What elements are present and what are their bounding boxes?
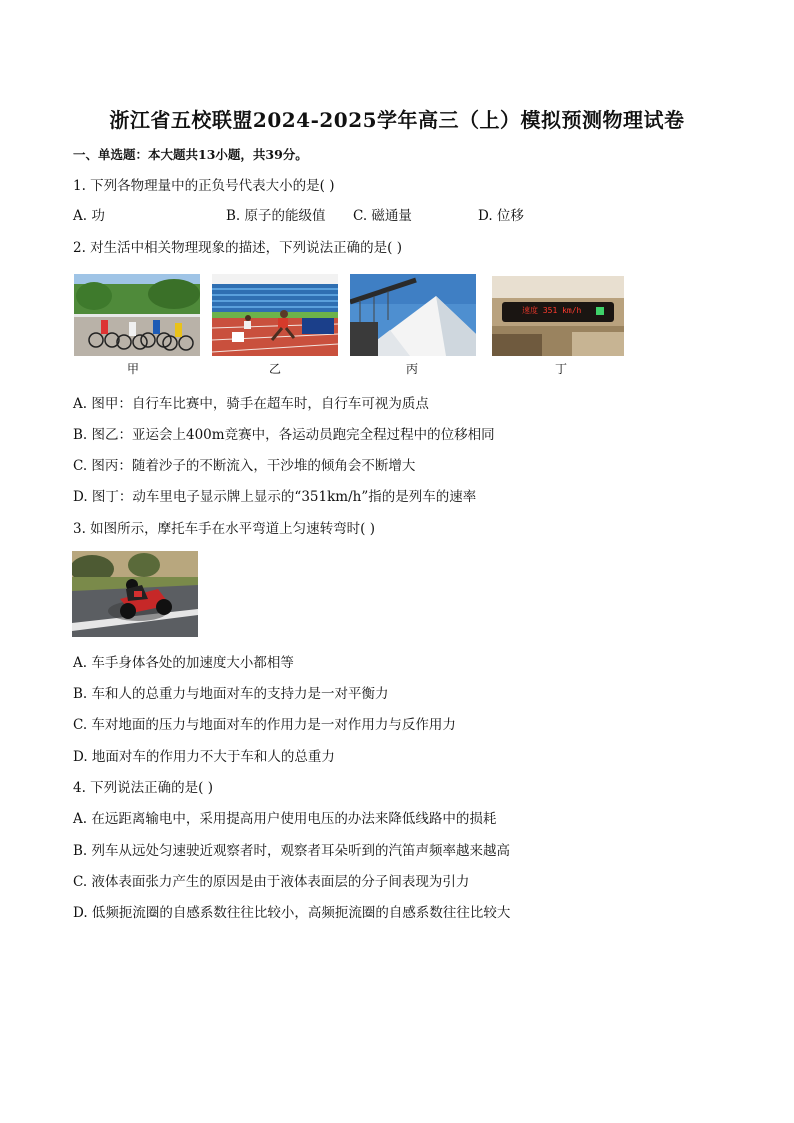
question-2-stem: 2. 对生活中相关物理现象的描述，下列说法正确的是( ) xyxy=(73,240,402,256)
q4-option-d: D. 低频扼流圈的自感系数往往比较小，高频扼流圈的自感系数往往比较大 xyxy=(73,905,511,921)
q1-option-b: B. 原子的能级值 xyxy=(226,208,326,224)
caption-ding: 丁 xyxy=(554,362,567,376)
q1-option-c: C. 磁通量 xyxy=(353,208,412,224)
question-3-stem: 3. 如图所示，摩托车手在水平弯道上匀速转弯时( ) xyxy=(73,521,375,537)
question-4-stem: 4. 下列说法正确的是( ) xyxy=(73,780,213,796)
cycling-photo xyxy=(74,274,200,356)
exam-title: 浙江省五校联盟2024-2025学年高三（上）模拟预测物理试卷 xyxy=(109,108,685,132)
section-heading: 一、单选题：本大题共13小题，共39分。 xyxy=(73,147,308,162)
q1-option-a: A. 功 xyxy=(73,208,105,224)
train-display-photo xyxy=(492,276,624,356)
q3-option-c: C. 车对地面的压力与地面对车的作用力是一对作用力与反作用力 xyxy=(73,717,456,733)
question-1-stem: 1. 下列各物理量中的正负号代表大小的是( ) xyxy=(73,178,335,194)
q4-option-c: C. 液体表面张力产生的原因是由于液体表面层的分子间表现为引力 xyxy=(73,874,470,890)
q1-option-d: D. 位移 xyxy=(478,208,524,224)
q4-option-a: A. 在远距离输电中，采用提高用户使用电压的办法来降低线路中的损耗 xyxy=(73,811,497,827)
q2-option-d: D. 图丁：动车里电子显示牌上显示的“351km/h”指的是列车的速率 xyxy=(73,489,477,505)
speed-display-text: 速度 351 km/h xyxy=(522,306,582,315)
caption-yi: 乙 xyxy=(268,362,281,376)
caption-jia: 甲 xyxy=(126,362,139,376)
q3-option-d: D. 地面对车的作用力不大于车和人的总重力 xyxy=(73,749,335,765)
q2-option-b: B. 图乙：亚运会上400m竞赛中，各运动员跑完全程过程中的位移相同 xyxy=(73,427,495,443)
q2-option-c: C. 图丙：随着沙子的不断流入，干沙堆的倾角会不断增大 xyxy=(73,458,416,474)
green-indicator xyxy=(596,307,604,315)
q3-option-a: A. 车手身体各处的加速度大小都相等 xyxy=(73,655,294,671)
motorcycle-photo xyxy=(72,551,198,637)
stadium-photo xyxy=(212,274,338,356)
sand-pile-photo xyxy=(350,274,476,356)
q3-option-b: B. 车和人的总重力与地面对车的支持力是一对平衡力 xyxy=(73,686,389,702)
caption-bing: 丙 xyxy=(405,362,418,376)
q4-option-b: B. 列车从远处匀速驶近观察者时，观察者耳朵听到的汽笛声频率越来越高 xyxy=(73,843,511,859)
q2-option-a: A. 图甲：自行车比赛中，骑手在超车时，自行车可视为质点 xyxy=(73,396,429,412)
